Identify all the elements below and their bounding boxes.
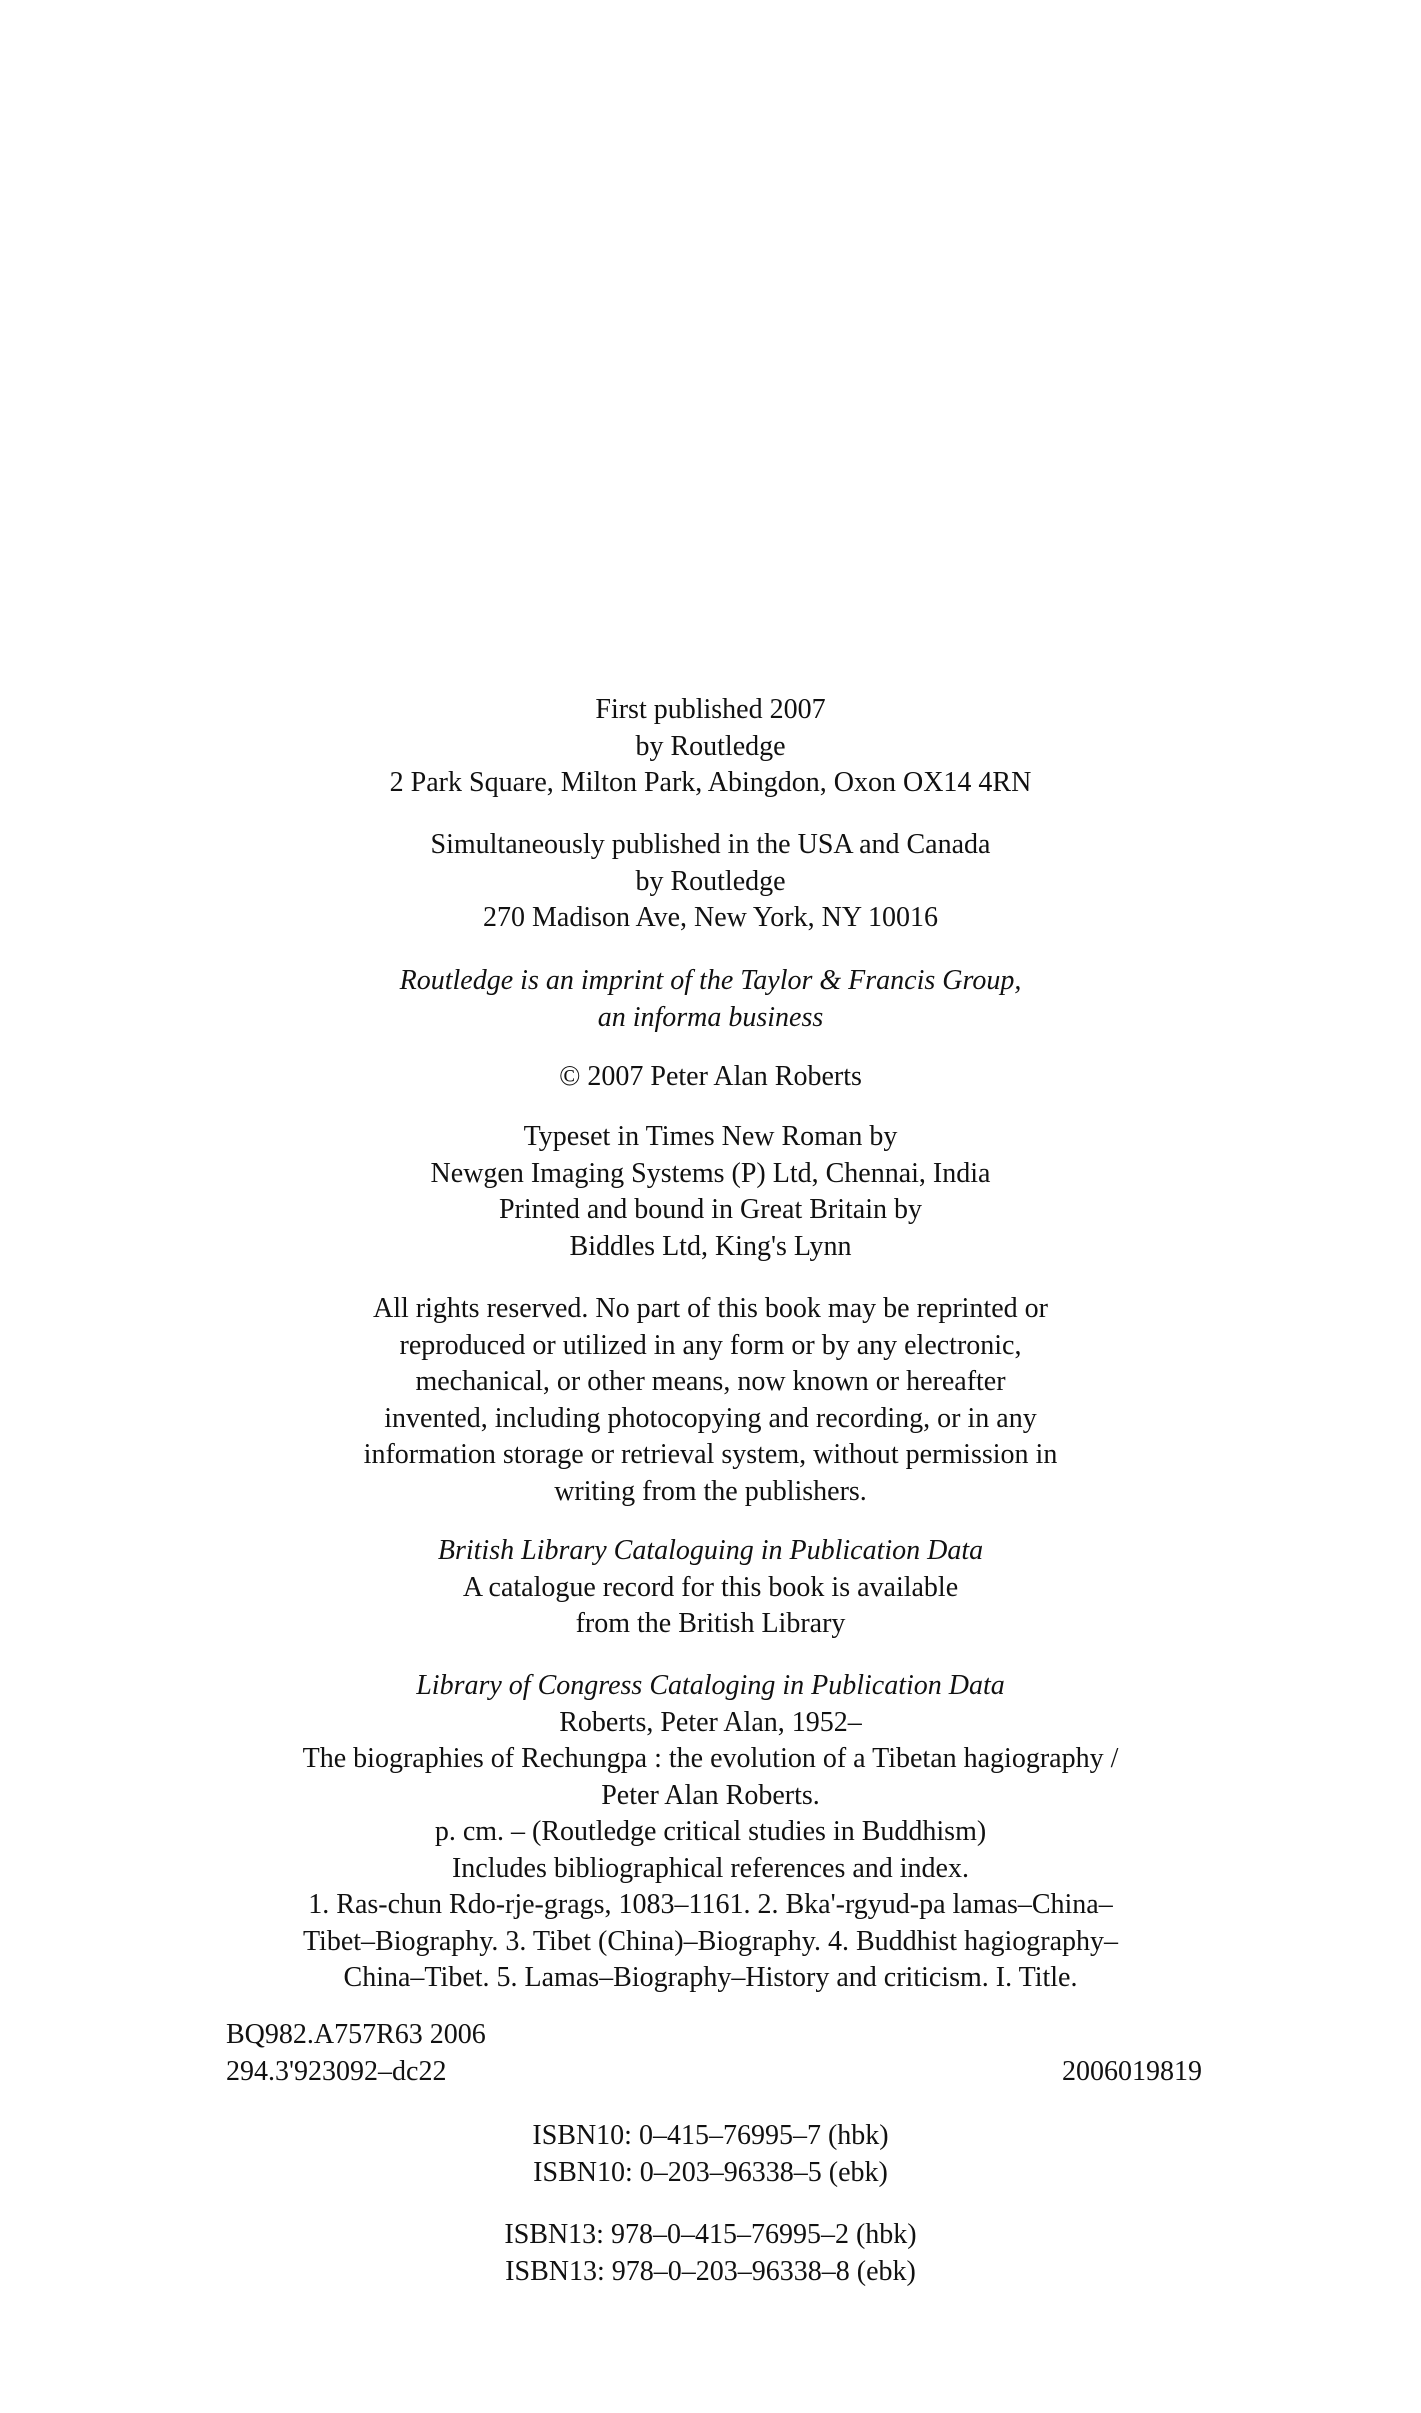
isbn10-block [0,2118,1421,2191]
british-library-block [0,1533,1421,1643]
imprint-line: Routledge is an imprint of the Taylor & Francis Group, [399,965,1022,996]
loc-line: Peter Alan Roberts. [601,1779,820,1811]
copyright-block [0,1059,1421,1096]
call-number: BQ982.A757R63 2006 [226,2019,486,2050]
loc-line: Includes bibliographical references and index. [451,1852,969,1884]
production-line: Printed and bound in Great Britain by [498,1194,923,1225]
rights-block [0,1291,1421,1510]
isbn13-ebk: ISBN13: 978–0–203–96338–8 (ebk) [505,2255,916,2287]
usa-address: 270 Madison Ave, New York, NY 10016 [483,902,938,933]
loc-line: Roberts, Peter Alan, 1952– [559,1706,862,1738]
publisher: by Routledge [635,730,786,762]
loc-line: China–Tibet. 5. Lamas–Biography–History and criticism. I. Title. [343,1962,1078,1993]
loc-block [0,1668,1421,1997]
usa-simultaneous: Simultaneously published in the USA and Canada [430,829,991,860]
isbn13-hbk: ISBN13: 978–0–415–76995–2 (hbk) [504,2219,917,2250]
lccn: 2006019819 [1062,2055,1202,2087]
uk-address: 2 Park Square, Milton Park, Abingdon, Oxon OX14 4RN [389,767,1032,798]
loc-line: The biographies of Rechungpa : the evolution of a Tibetan hagiography / [302,1743,1119,1774]
loc-heading: Library of Congress Cataloging in Publication Data [416,1670,1005,1701]
imprint-line: an informa business [597,1001,824,1033]
usa-publisher: by Routledge [635,865,786,897]
loc-line: 1. Ras-chun Rdo-rje-grags, 1083–1161. 2. Bka'-rgyud-pa lamas–China– [308,1889,1113,1920]
british-library-line: A catalogue record for this book is available [462,1571,959,1603]
classification-block [226,2017,1202,2090]
british-library-line: from the British Library [575,1608,846,1639]
production-block [0,1119,1421,1265]
rights-line: information storage or retrieval system, without permission in [363,1439,1058,1470]
loc-line: Tibet–Biography. 3. Tibet (China)–Biography. 4. Buddhist hagiography– [302,1925,1119,1957]
isbn10-hbk: ISBN10: 0–415–76995–7 (hbk) [532,2120,889,2151]
first-published: First published 2007 [595,694,826,725]
rights-line: writing from the publishers. [554,1475,867,1507]
loc-line: p. cm. – (Routledge critical studies in Buddhism) [434,1816,987,1847]
rights-line: reproduced or utilized in any form or by any electronic, [399,1329,1022,1361]
rights-line: mechanical, or other means, now known or hereafter [415,1366,1006,1397]
production-line: Newgen Imaging Systems (P) Ltd, Chennai, India [430,1157,991,1189]
production-line: Typeset in Times New Roman by [523,1121,898,1152]
rights-line: invented, including photocopying and recording, or in any [384,1402,1037,1434]
rights-line: All rights reserved. No part of this book may be reprinted or [373,1293,1048,1324]
isbn10-ebk: ISBN10: 0–203–96338–5 (ebk) [533,2156,888,2188]
production-line: Biddles Ltd, King's Lynn [569,1230,852,1262]
isbn13-block [0,2217,1421,2290]
dewey-number: 294.3'923092–dc22 [226,2055,447,2087]
publication-block [0,692,1421,802]
british-library-heading: British Library Cataloguing in Publication Data [437,1535,984,1566]
usa-block [0,827,1421,937]
copyright-line: © 2007 Peter Alan Roberts [559,1061,862,1092]
imprint-block [0,963,1421,1036]
